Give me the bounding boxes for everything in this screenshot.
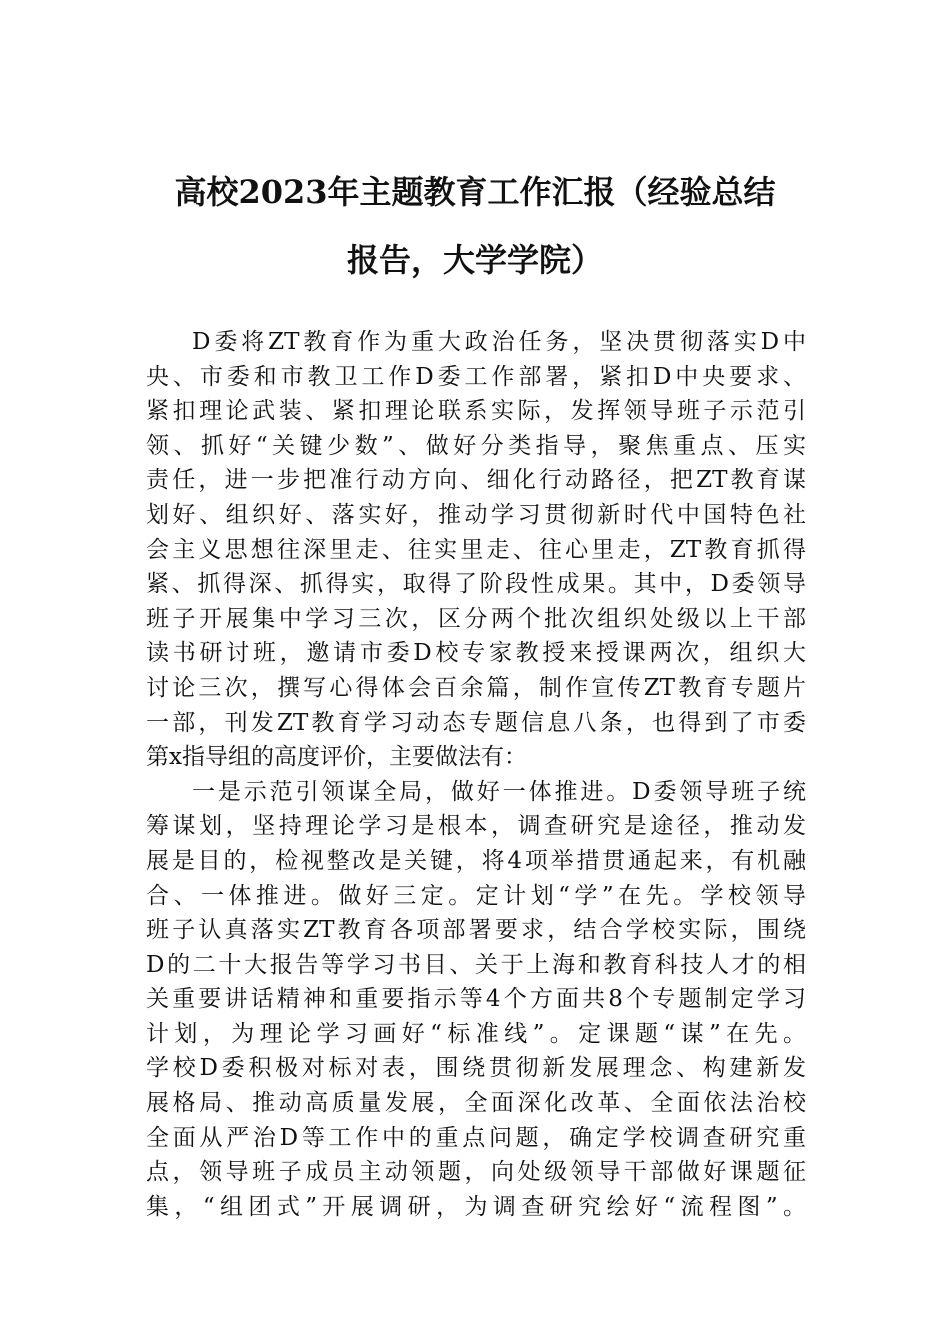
title-line-2: 报告，大学学院）	[346, 241, 603, 279]
body-line: 班子开展集中学习三次，区分两个批次组织处级以上干部	[146, 605, 806, 632]
body-line: 责任，进一步把准行动方向、细化行动路径，把ZT教育谋	[146, 467, 806, 494]
title-line-1: 高校2023年主题教育工作汇报（经验总结	[174, 173, 776, 211]
body-line: 集，“组团式”开展调研，为调查研究绘好“流程图”。	[146, 1193, 806, 1220]
body-line: 会主义思想往深里走、往实里走、往心里走，ZT教育抓得	[146, 536, 806, 563]
body-line: 学校D委积极对标对表，围绕贯彻新发展理念、构建新发	[146, 1055, 806, 1082]
body-line: 全面从严治D等工作中的重点问题，确定学校调查研究重	[146, 1124, 806, 1151]
document-title	[120, 158, 830, 294]
body-line: 领、抓好“关键少数”、做好分类指导，聚焦重点、压实	[146, 432, 806, 459]
body-line: D委将ZT教育作为重大政治任务，坚决贯彻落实D中	[192, 329, 806, 355]
body-line: 紧扣理论武装、紧扣理论联系实际，发挥领导班子示范引	[146, 398, 806, 425]
body-line: 展是目的，检视整改是关键，将4项举措贯通起来，有机融	[146, 847, 806, 874]
body-line: 关重要讲话精神和重要指示等4个方面共8个专题制定学习	[146, 986, 806, 1013]
body-line: 合、一体推进。做好三定。定计划“学”在先。学校领导	[146, 882, 806, 909]
body-line: 划好、组织好、落实好，推动学习贯彻新时代中国特色社	[146, 501, 806, 528]
body-line: D的二十大报告等学习书目、关于上海和教育科技人才的相	[146, 951, 806, 978]
body-line: 展格局、推动高质量发展，全面深化改革、全面依法治校	[146, 1090, 806, 1117]
body-line: 班子认真落实ZT教育各项部署要求，结合学校实际，围绕	[146, 917, 806, 944]
body-line: 紧、抓得深、抓得实，取得了阶段性成果。其中，D委领导	[146, 571, 806, 598]
body-line: 点，领导班子成员主动领题，向处级领导干部做好课题征	[146, 1159, 806, 1186]
body-line: 第x指导组的高度评价，主要做法有：	[146, 744, 527, 771]
body-line: 筹谋划，坚持理论学习是根本，调查研究是途径，推动发	[146, 813, 806, 840]
body-line: 讨论三次，撰写心得体会百余篇，制作宣传ZT教育专题片	[146, 674, 806, 701]
body-line: 一部，刊发ZT教育学习动态专题信息八条，也得到了市委	[146, 709, 806, 736]
body-line: 计划，为理论学习画好“标准线”。定课题“谋”在先。	[146, 1020, 806, 1047]
body-line: 央、市委和市教卫工作D委工作部署，紧扣D中央要求、	[146, 363, 806, 390]
document-body	[146, 325, 806, 1224]
body-line: 读书研讨班，邀请市委D校专家教授来授课两次，组织大	[146, 640, 806, 667]
body-line: 一是示范引领谋全局，做好一体推进。D委领导班子统	[192, 778, 806, 805]
